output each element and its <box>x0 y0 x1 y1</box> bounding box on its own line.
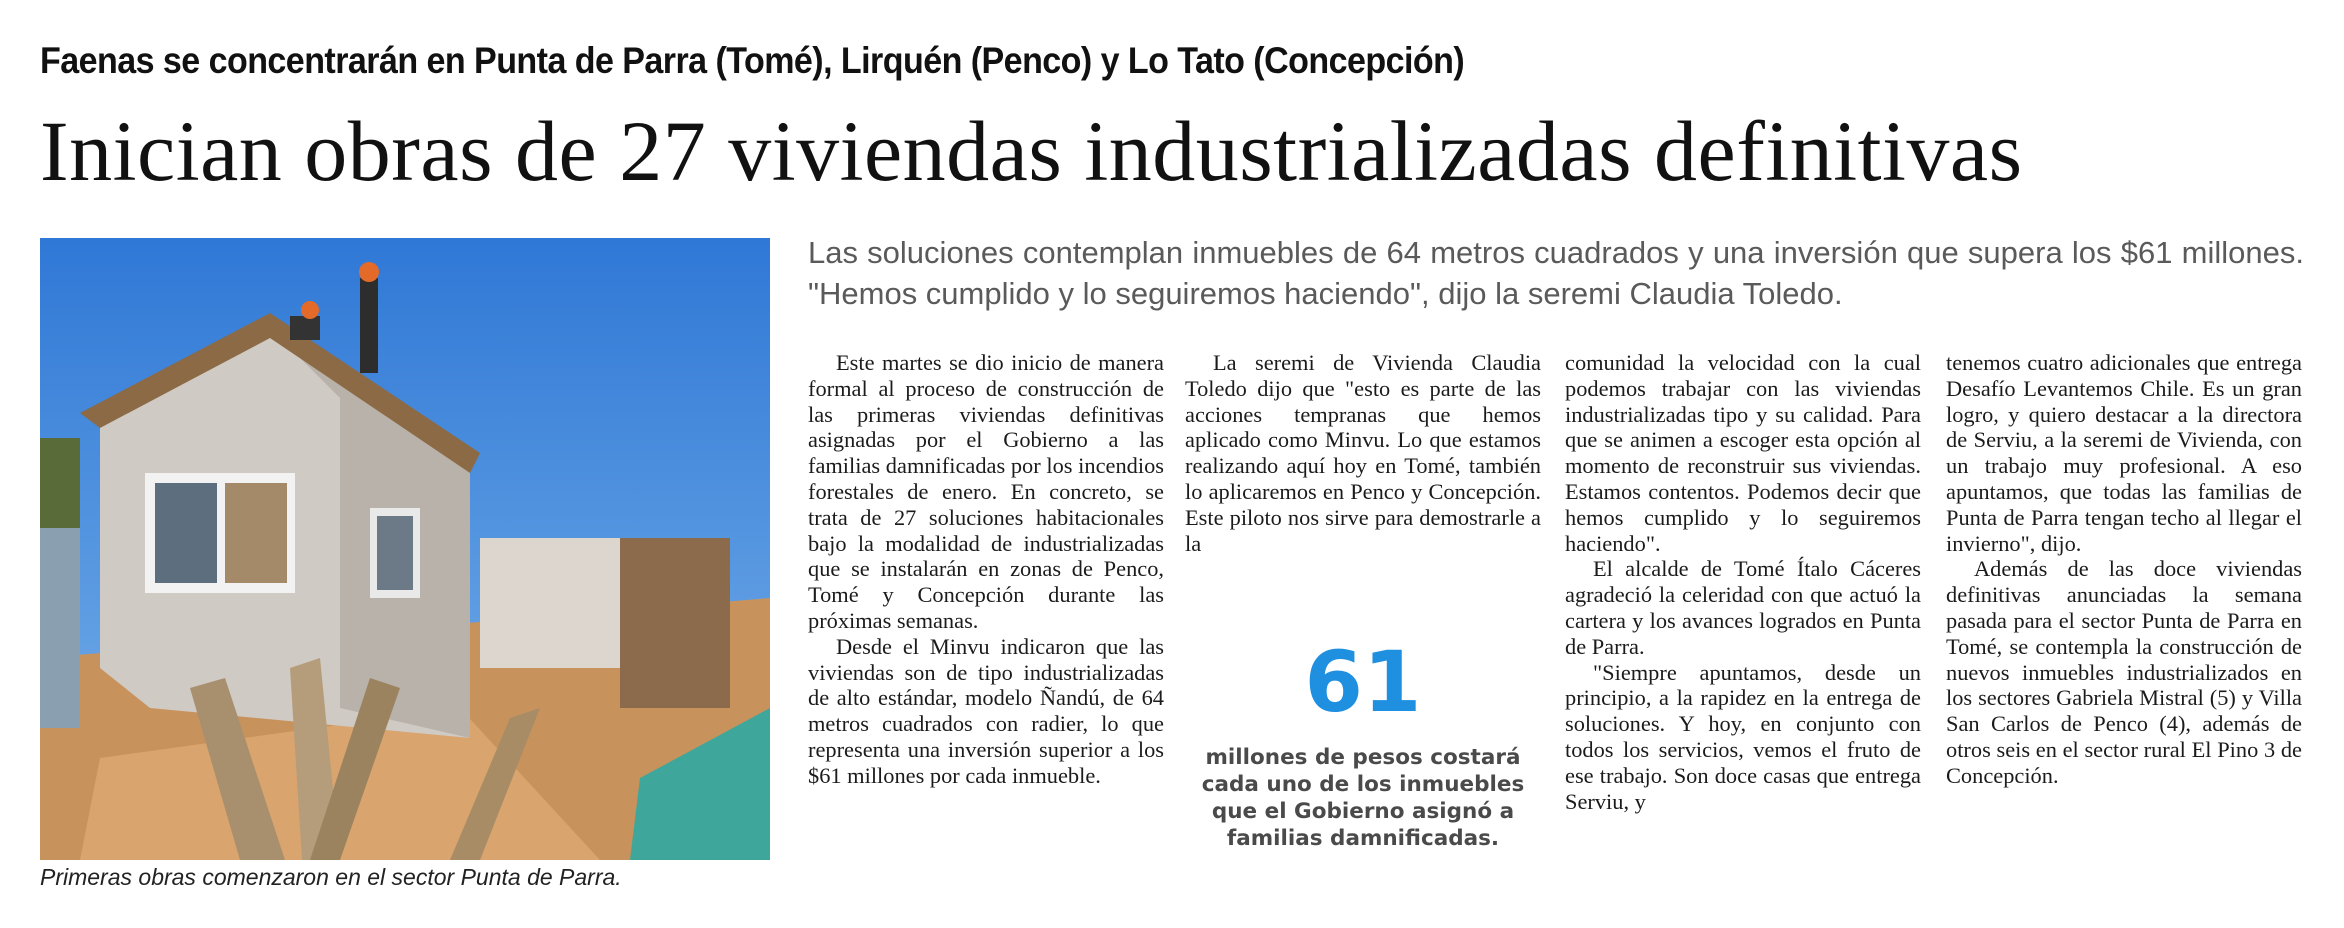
photo-caption: Primeras obras comenzaron en el sector Punta de Parra. <box>40 864 622 890</box>
house-construction-image <box>40 238 770 860</box>
paragraph: La seremi de Vivienda Claudia Toledo dijo que "esto es parte de las acciones tempranas que hemos aplicado como Minvu. Lo que estamos realizando aquí hoy en Tomé, también lo aplicaremos en Penco y Concepción. Este piloto nos sirve para demostrarle a la <box>1185 350 1541 556</box>
paragraph: El alcalde de Tomé Ítalo Cáceres agradeció la celeridad con que actuó la cartera y los avances logrados en Punta de Parra. <box>1565 556 1921 659</box>
body-column-2 <box>1185 350 1541 556</box>
paragraph: "Siempre apuntamos, desde un principio, a la rapidez en la entrega de soluciones. Y hoy, en conjunto con todos los servicios, vemos el fruto de ese trabajo. Son doce casas que entrega Serviu, y <box>1565 659 1921 814</box>
body-column-4 <box>1946 350 2302 789</box>
paragraph: tenemos cuatro adicionales que entrega Desafío Levantemos Chile. Es un gran logro, y quiero destacar a la directora de Serviu, a la seremi de Vivienda, con un trabajo muy profesional. A eso apuntamos, que todas las familias de Punta de Parra tengan techo al llegar el invierno", dijo. <box>1946 350 2302 556</box>
body-column-1 <box>808 350 1164 789</box>
article-kicker: Faenas se concentrarán en Punta de Parra (Tomé), Lirquén (Penco) y Lo Tato (Concepción) <box>40 40 1465 81</box>
paragraph: Además de las doce viviendas definitivas anunciadas la semana pasada para el sector Punta de Parra en Tomé, se contempla la construcción de nuevos inmuebles industrializados en los sectores Gabriela Mistral (5) y Villa San Carlos de Penco (4), además de otros seis en el sector rural El Pino 3 de Concepción. <box>1946 556 2302 788</box>
article-photo <box>40 238 770 860</box>
paragraph: Este martes se dio inicio de manera formal al proceso de construcción de las primeras viviendas definitivas asignadas por el Gobierno a las familias damnificadas por los incendios forestales de enero. En concreto, se trata de 27 soluciones habitacionales bajo la modalidad de industrializadas que se instalarán en zonas de Penco, Tomé y Concepción durante las próximas semanas. <box>808 350 1164 633</box>
paragraph: comunidad la velocidad con la cual podemos trabajar con las viviendas industrializadas tipo y su calidad. Para que se animen a escoger esta opción al momento de reconstruir sus viviendas. Estamos contentos. Podemos decir que hemos cumplido y lo seguiremos haciendo". <box>1565 350 1921 556</box>
paragraph: Desde el Minvu indicaron que las viviendas son de tipo industrializadas de alto estándar, modelo Ñandú, de 64 metros cuadrados con radier, lo que representa una inversión superior a los $61 millones por cada inmueble. <box>808 633 1164 788</box>
article-deck: Las soluciones contemplan inmuebles de 64 metros cuadrados y una inversión que supera los $61 millones. "Hemos cumplido y lo seguiremos haciendo", dijo la seremi Claudia Toledo. <box>808 235 2304 311</box>
article-headline: Inician obras de 27 viviendas industrializadas definitivas <box>40 103 2023 199</box>
highlight-number: 61 <box>1304 633 1422 731</box>
highlight-text: millones de pesos costará cada uno de los inmuebles que el Gobierno asignó a familias damnificadas. <box>1201 745 1525 851</box>
body-column-3 <box>1565 350 1921 814</box>
